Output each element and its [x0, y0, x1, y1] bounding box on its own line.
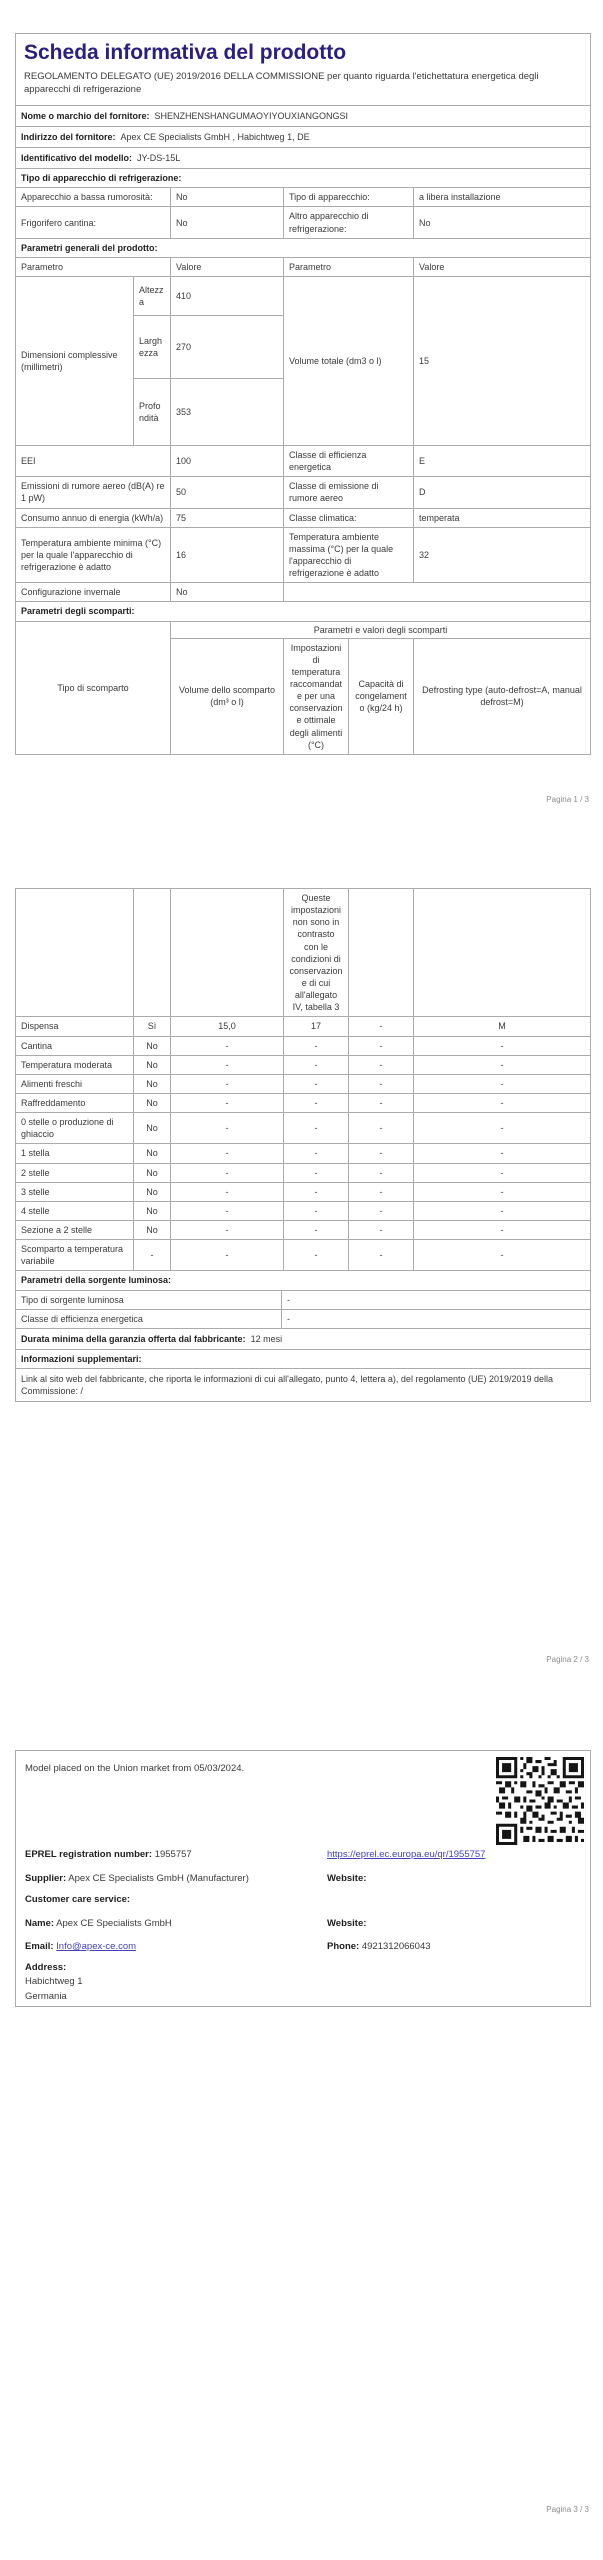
compartment-volume-cell: -: [170, 1075, 283, 1093]
compartment-temp-cell: -: [283, 1094, 348, 1112]
param-label-cell: Classe climatica:: [283, 509, 413, 527]
param-label-cell: Emissioni di rumore aereo (dB(A) re 1 pW): [21, 481, 165, 504]
compartment-defrost-cell: -: [413, 1164, 590, 1182]
compartment-column-header: Volume dello scomparto (dm³ o l): [170, 639, 283, 754]
compartment-present-cell: No: [133, 1221, 170, 1239]
compartment-defrost-cell: -: [413, 1144, 590, 1162]
compartment-volume-cell: -: [170, 1202, 283, 1220]
compartment-defrost-cell: -: [413, 1113, 590, 1143]
section-row: [16, 238, 590, 257]
page3-panel: [15, 1750, 591, 2007]
dimension-key: Profondità: [133, 379, 170, 445]
page-number: Pagina 3 / 3: [546, 2505, 589, 2514]
compartment-present-cell: No: [133, 1164, 170, 1182]
compartment-defrost-cell: -: [413, 1221, 590, 1239]
info-label: Indirizzo del fornitore:: [21, 131, 116, 142]
column-header: Valore: [170, 258, 283, 276]
compartment-temp-cell: 17: [283, 1017, 348, 1035]
email-label: Email:: [25, 1941, 54, 1952]
compartment-capacity-cell: -: [348, 1240, 413, 1270]
compartment-present-cell: No: [133, 1113, 170, 1143]
param-value-cell: E: [413, 446, 590, 476]
address-label: Address:: [25, 1962, 67, 1973]
compartment-capacity-cell: -: [348, 1183, 413, 1201]
compartment-temp-cell: -: [283, 1113, 348, 1143]
compartment-present-cell: No: [133, 1056, 170, 1074]
page1-table: [15, 33, 591, 755]
compartment-defrost-cell: -: [413, 1075, 590, 1093]
compartment-temp-cell: -: [283, 1164, 348, 1182]
warranty-label: Durata minima della garanzia offerta dal fabbricante:: [21, 1333, 246, 1344]
page-number: Pagina 2 / 3: [546, 1655, 589, 1664]
compartment-volume-cell: -: [170, 1094, 283, 1112]
email-link[interactable]: Info@apex-ce.com: [56, 1941, 137, 1952]
column-header-row: [16, 257, 590, 276]
section-row: [16, 1270, 590, 1289]
compartment-type-header: Tipo di scomparto: [57, 682, 129, 693]
compartment-name-cell: 2 stelle: [21, 1167, 50, 1178]
compartment-temp-cell: -: [283, 1221, 348, 1239]
compartment-volume-cell: -: [170, 1037, 283, 1055]
compartment-volume-cell: -: [170, 1164, 283, 1182]
compartment-header-row: [16, 621, 590, 754]
info-label: Identificativo del modello:: [21, 153, 133, 164]
compartment-name-cell: Cantina: [21, 1040, 53, 1051]
param-label-cell: Classe di emissione di rumore aereo: [283, 477, 413, 507]
compartment-row: [16, 1112, 590, 1143]
supplier-info-row: [16, 126, 590, 147]
compartment-capacity-cell: -: [348, 1094, 413, 1112]
compartment-volume-cell: -: [170, 1240, 283, 1270]
param-label-cell: Altro apparecchio di refrigerazione:: [283, 207, 413, 237]
supplier-value: Apex CE Specialists GmbH (Manufacturer): [68, 1873, 249, 1884]
compartment-row: [16, 1220, 590, 1239]
light-source-row: [16, 1290, 590, 1309]
section-general-params: Parametri generali del prodotto:: [21, 242, 158, 253]
compartment-volume-cell: -: [170, 1113, 283, 1143]
compartment-temp-cell: -: [283, 1202, 348, 1220]
eprel-link-line: [327, 1849, 485, 1860]
supplementary-row: [16, 1368, 590, 1401]
warranty-row: [16, 1328, 590, 1349]
dimensions-label-cell: Dimensioni complessive (millimetri): [21, 349, 118, 373]
volume-label-cell: Volume totale (dm3 o l): [283, 277, 413, 445]
supplier-info-row: [16, 147, 590, 168]
website-line: [327, 1873, 366, 1884]
compartment-defrost-cell: M: [413, 1017, 590, 1035]
empty-cell: [133, 889, 170, 1016]
compartment-present-cell: No: [133, 1094, 170, 1112]
supplier-line: [25, 1873, 249, 1884]
section-supplementary: Informazioni supplementari:: [21, 1353, 142, 1364]
page-title: Scheda informativa del prodotto: [24, 41, 347, 64]
care-name-line: [25, 1918, 172, 1929]
volume-value-cell: 15: [413, 277, 590, 445]
compartment-column-header: Capacità di congelamento (kg/24 h): [348, 639, 413, 754]
compartment-row: [16, 1093, 590, 1112]
param-value-cell: temperata: [413, 509, 590, 527]
table-row: [16, 476, 590, 507]
eprel-link[interactable]: https://eprel.ec.europa.eu/qr/1955757: [327, 1849, 486, 1860]
compartment-temp-cell: -: [283, 1037, 348, 1055]
compartment-volume-cell: -: [170, 1183, 283, 1201]
temperature-note-cell: Queste impostazioni non sono in contrasto con le condizioni di conservazione di cui all'allegato IV, tabella 3: [283, 889, 348, 1016]
param-label-cell: Classe di efficienza energetica: [21, 1313, 143, 1324]
compartment-defrost-cell: -: [413, 1240, 590, 1270]
email-line: [25, 1941, 136, 1952]
compartment-row: [16, 1016, 590, 1035]
compartment-present-cell: Sì: [133, 1017, 170, 1035]
compartment-capacity-cell: -: [348, 1037, 413, 1055]
info-label: Nome o marchio del fornitore:: [21, 110, 150, 121]
section-row: [16, 168, 590, 187]
param-value-cell: -: [281, 1291, 590, 1309]
supplier-label: Supplier:: [25, 1873, 67, 1884]
param-value-cell: a libera installazione: [413, 188, 590, 206]
compartment-present-cell: No: [133, 1037, 170, 1055]
compartment-name-cell: Dispensa: [21, 1021, 59, 1032]
column-header: Valore: [413, 258, 590, 276]
dimension-value: 410: [170, 277, 283, 315]
compartment-name-cell: 4 stelle: [21, 1205, 50, 1216]
param-label-cell: Apparecchio a bassa rumorosità:: [21, 192, 153, 203]
name-value: Apex CE Specialists GmbH: [56, 1918, 172, 1929]
address-line2: Germania: [25, 1990, 67, 2002]
eprel-label: EPREL registration number:: [25, 1849, 153, 1860]
address-line1: Habichtweg 1: [25, 1976, 83, 1988]
compartment-capacity-cell: -: [348, 1113, 413, 1143]
supplier-info-cell: [16, 106, 590, 126]
param-label-cell: Tipo di apparecchio:: [283, 188, 413, 206]
compartment-temp-cell: -: [283, 1075, 348, 1093]
param-value-cell: No: [413, 207, 590, 237]
website-label: Website:: [327, 1918, 367, 1929]
title-block: [16, 34, 590, 105]
param-value-cell: 16: [170, 528, 283, 583]
compartment-row: [16, 1239, 590, 1270]
compartment-column-header: Defrosting type (auto-defrost=A, manual defrost=M): [413, 639, 590, 754]
compartment-capacity-cell: -: [348, 1221, 413, 1239]
compartment-column-header: Impostazioni di temperatura raccomandate per una conservazione ottimale degli alimenti (°C): [283, 639, 348, 754]
empty-cell: [16, 889, 133, 1016]
empty-cell: [170, 889, 283, 1016]
param-label-cell: Temperatura ambiente minima (°C) per la quale l'apparecchio di refrigerazione è adatto: [21, 537, 162, 573]
table-row: [16, 527, 590, 583]
compartment-row: [16, 1182, 590, 1201]
compartment-group-header: Parametri e valori degli scomparti: [170, 622, 590, 639]
name-label: Name:: [25, 1918, 55, 1929]
compartment-present-cell: No: [133, 1075, 170, 1093]
section-row: [16, 601, 590, 620]
compartment-volume-cell: 15,0: [170, 1017, 283, 1035]
temperature-note-row: [16, 889, 590, 1016]
param-value-cell: 75: [170, 509, 283, 527]
supplier-info-cell: [16, 127, 590, 147]
column-header: Parametro: [21, 261, 64, 272]
compartment-volume-cell: -: [170, 1056, 283, 1074]
warranty-value: 12 mesi: [250, 1333, 283, 1344]
winter-setting-row: [16, 582, 590, 601]
compartment-temp-cell: -: [283, 1240, 348, 1270]
compartment-volume-cell: -: [170, 1144, 283, 1162]
param-label-cell: EEI: [21, 456, 36, 467]
param-label-cell: Classe di efficienza energetica: [283, 446, 413, 476]
address-block: [25, 1961, 83, 2004]
compartment-capacity-cell: -: [348, 1056, 413, 1074]
empty-cell: [283, 583, 590, 601]
website-label: Website:: [327, 1873, 367, 1884]
table-row: [16, 206, 590, 237]
compartment-volume-cell: -: [170, 1221, 283, 1239]
compartment-row: [16, 1201, 590, 1220]
param-value-cell: 50: [170, 477, 283, 507]
page-number: Pagina 1 / 3: [546, 795, 589, 804]
eprel-value: 1955757: [154, 1849, 192, 1860]
qr-code: [496, 1757, 584, 1845]
section-appliance-type: Tipo di apparecchio di refrigerazione:: [21, 173, 182, 184]
dimension-key: Altezza: [133, 277, 170, 315]
param-label-cell: Tipo di sorgente luminosa: [21, 1294, 124, 1305]
warranty-cell: [16, 1329, 590, 1349]
compartment-capacity-cell: -: [348, 1144, 413, 1162]
info-value: SHENZHENSHANGUMAOYIYOUXIANGONGSI: [154, 110, 349, 121]
compartment-capacity-cell: -: [348, 1017, 413, 1035]
customer-care-heading: [25, 1894, 130, 1905]
empty-cell: [348, 889, 413, 1016]
compartment-name-cell: Sezione a 2 stelle: [21, 1224, 93, 1235]
compartment-row: [16, 1074, 590, 1093]
compartment-name-cell: Temperatura moderata: [21, 1059, 113, 1070]
section-row: [16, 1349, 590, 1368]
compartment-name-cell: Alimenti freschi: [21, 1078, 83, 1089]
phone-label: Phone:: [327, 1941, 360, 1952]
compartment-temp-cell: -: [283, 1056, 348, 1074]
phone-value: 4921312066043: [361, 1941, 431, 1952]
compartment-defrost-cell: -: [413, 1037, 590, 1055]
dimension-key: Larghezza: [133, 316, 170, 378]
compartment-row: [16, 1055, 590, 1074]
param-label-cell: Configurazione invernale: [21, 587, 121, 598]
compartment-name-cell: Raffreddamento: [21, 1097, 86, 1108]
info-value: JY-DS-15L: [137, 153, 181, 164]
compartment-defrost-cell: -: [413, 1094, 590, 1112]
dimensions-subtable: [133, 277, 283, 445]
param-value-cell: 32: [413, 528, 590, 583]
customer-care-label: Customer care service:: [25, 1894, 131, 1905]
supplier-info-cell: [16, 148, 590, 168]
page-subtitle: REGOLAMENTO DELEGATO (UE) 2019/2016 DELLA COMMISSIONE per quanto riguarda l'etichettatura energetica degli apparecchi di refrigerazione: [24, 71, 539, 95]
compartment-name-cell: 3 stelle: [21, 1186, 50, 1197]
phone-line: [327, 1941, 431, 1952]
page2-table: [15, 888, 591, 1402]
param-label-cell: Frigorifero cantina:: [21, 217, 97, 228]
supplier-info-row: [16, 105, 590, 126]
compartment-temp-cell: -: [283, 1183, 348, 1201]
light-source-row: [16, 1309, 590, 1328]
compartment-defrost-cell: -: [413, 1183, 590, 1201]
supplementary-text: Link al sito web del fabbricante, che riporta le informazioni di cui all'allegato, punto 4, lettera a), del regolamento (UE) 2019/2019 della Commissione: /: [21, 1373, 554, 1397]
param-value-cell: No: [170, 207, 283, 237]
compartment-capacity-cell: -: [348, 1202, 413, 1220]
eprel-registration: [25, 1849, 192, 1860]
dimensions-row: [16, 276, 590, 445]
compartment-present-cell: No: [133, 1183, 170, 1201]
table-row: [16, 445, 590, 476]
compartment-defrost-cell: -: [413, 1202, 590, 1220]
compartment-row: [16, 1036, 590, 1055]
param-value-cell: -: [281, 1310, 590, 1328]
info-value: Apex CE Specialists GmbH , Habichtweg 1, DE: [120, 131, 310, 142]
compartment-name-cell: Scomparto a temperatura variabile: [21, 1244, 124, 1267]
compartment-row: [16, 1163, 590, 1182]
empty-cell: [413, 889, 590, 1016]
table-row: [16, 187, 590, 206]
compartment-present-cell: No: [133, 1144, 170, 1162]
compartment-capacity-cell: -: [348, 1164, 413, 1182]
compartment-name-cell: 0 stelle o produzione di ghiaccio: [21, 1117, 114, 1140]
section-compartment-params: Parametri degli scomparti:: [21, 606, 135, 617]
market-date-text: Model placed on the Union market from 05/03/2024.: [25, 1763, 245, 1774]
section-light-source: Parametri della sorgente luminosa:: [21, 1275, 172, 1286]
table-row: [16, 508, 590, 527]
column-header: Parametro: [283, 258, 413, 276]
param-value-cell: No: [170, 188, 283, 206]
compartment-name-cell: 1 stella: [21, 1148, 50, 1159]
param-value-cell: 100: [170, 446, 283, 476]
compartment-temp-cell: -: [283, 1144, 348, 1162]
param-label-cell: Consumo annuo di energia (kWh/a): [21, 512, 164, 523]
compartment-capacity-cell: -: [348, 1075, 413, 1093]
dimension-value: 270: [170, 316, 283, 378]
website-line-2: [327, 1918, 366, 1929]
param-value-cell: No: [170, 583, 283, 601]
param-value-cell: D: [413, 477, 590, 507]
compartment-present-cell: No: [133, 1202, 170, 1220]
compartment-row: [16, 1143, 590, 1162]
param-label-cell: Temperatura ambiente massima (°C) per la quale l'apparecchio di refrigerazione è adatto: [283, 528, 413, 583]
compartment-present-cell: -: [133, 1240, 170, 1270]
dimension-value: 353: [170, 379, 283, 445]
compartment-defrost-cell: -: [413, 1056, 590, 1074]
